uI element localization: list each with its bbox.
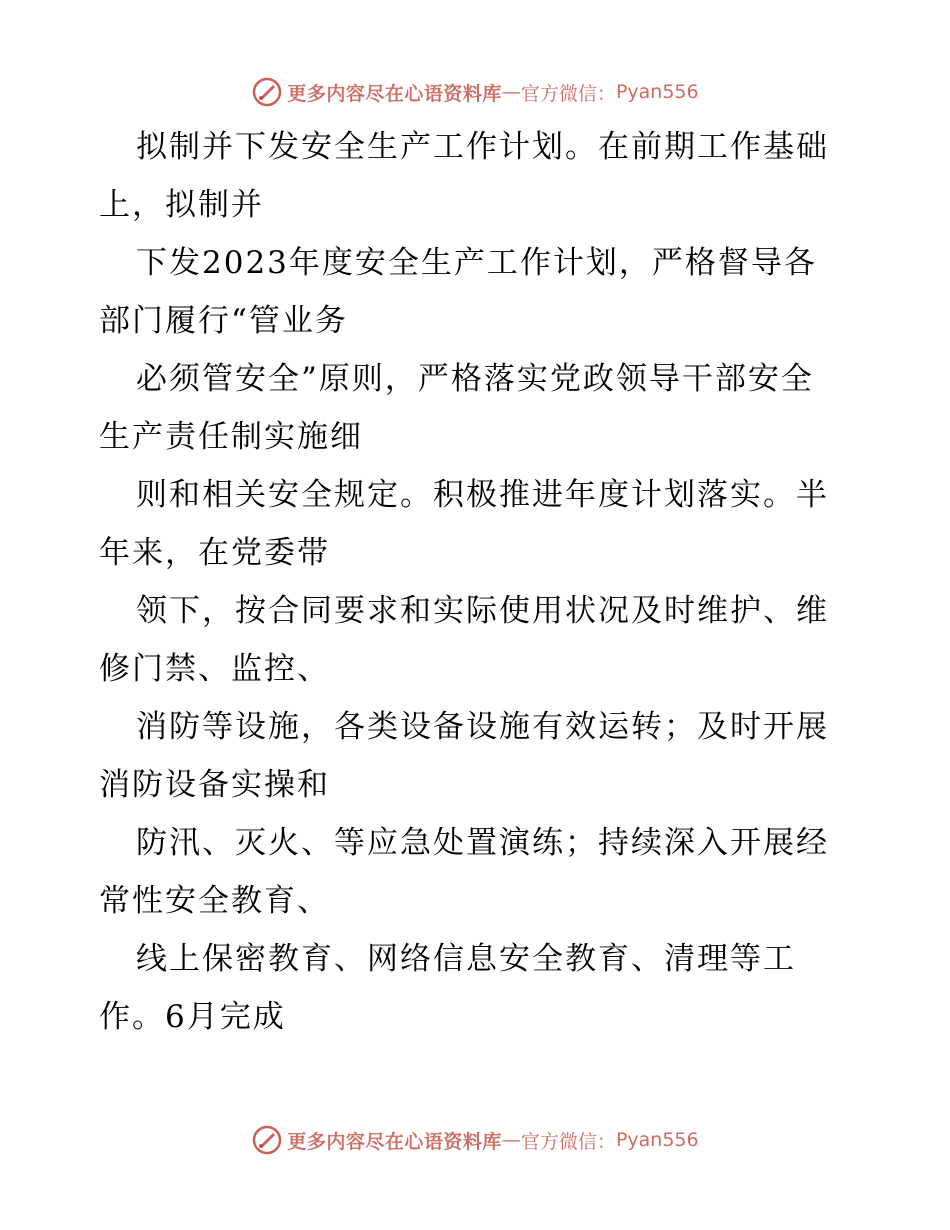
body-line: 下发2023年度安全生产工作计划，严格督导各 [136, 245, 817, 281]
body-line: 消防等设施，各类设备设施有效运转；及时开展 [136, 709, 829, 745]
quill-logo-icon [251, 76, 283, 108]
body-line: 必须管安全”原则，严格落实党政领导干部安全 [136, 361, 814, 397]
body-line: 上，拟制并 [99, 187, 264, 223]
document-body [99, 118, 859, 1046]
body-line: 消防设备实操和 [99, 767, 330, 803]
body-line: 线上保密教育、网络信息安全教育、清理等工 [136, 941, 796, 977]
body-line: 防汛、灭火、等应急处置演练；持续深入开展经 [136, 825, 829, 861]
body-line: 常性安全教育、 [99, 883, 330, 919]
watermark-official-label: 官方微信： [520, 1130, 616, 1153]
watermark-site-name: 更多内容尽在心语资料库 [287, 1130, 502, 1153]
body-line: 修门禁、监控、 [99, 651, 330, 687]
body-line: 领下，按合同要求和实际使用状况及时维护、维 [136, 593, 829, 629]
watermark-dash: — [501, 81, 521, 103]
watermark-site-name: 更多内容尽在心语资料库 [287, 82, 502, 105]
body-line: 拟制并下发安全生产工作计划。在前期工作基础 [136, 129, 829, 165]
body-line: 年来，在党委带 [99, 535, 330, 571]
watermark-official-label: 官方微信： [520, 82, 616, 105]
watermark-wechat-id: Pyan556 [615, 81, 699, 103]
body-line: 生产责任制实施细 [99, 419, 363, 455]
footer-watermark [0, 1120, 950, 1160]
body-line: 部门履行“管业务 [99, 303, 348, 339]
body-line: 作。6月完成 [99, 999, 286, 1035]
quill-logo-icon [251, 1124, 283, 1156]
watermark-wechat-id: Pyan556 [615, 1129, 699, 1151]
watermark-dash: — [501, 1129, 521, 1151]
body-line: 则和相关安全规定。积极推进年度计划落实。半 [136, 477, 829, 513]
header-watermark [0, 72, 950, 112]
